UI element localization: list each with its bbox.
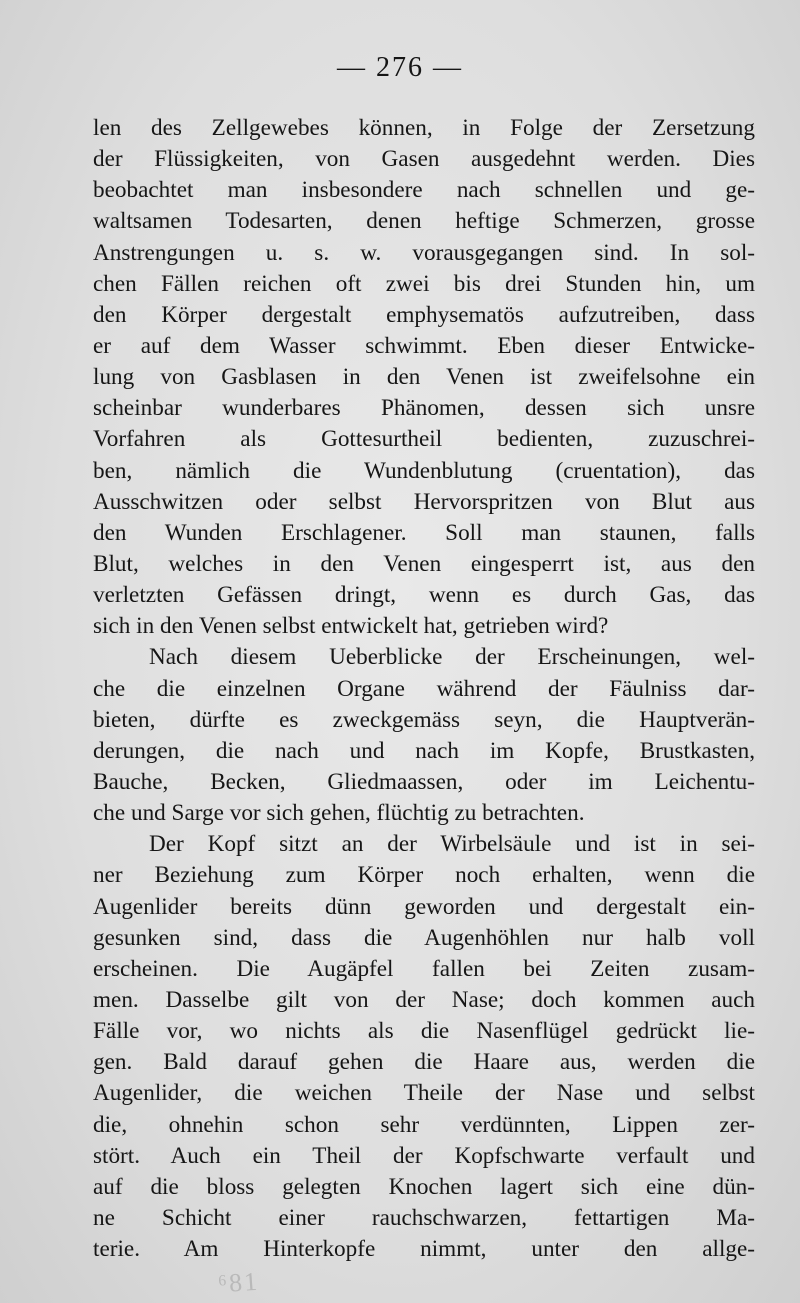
text-line: che und Sarge vor sich gehen, flüchtig zu betrachten. xyxy=(93,800,585,827)
text-line: Augenlider bereits dünn geworden und dergestalt ein- xyxy=(93,893,755,920)
text-line: beobachtet man insbesondere nach schnellen und ge- xyxy=(93,177,755,204)
text-line: men. Dasselbe gilt von der Nase; doch kommen auch xyxy=(93,986,755,1013)
text-line: scheinbar wunderbares Phänomen, dessen sich unsre xyxy=(93,395,755,422)
text-line: Nach diesem Ueberblicke der Erscheinungen, wel- xyxy=(149,644,755,671)
text-line: den Wunden Erschlagener. Soll man staunen, falls xyxy=(93,519,755,546)
text-line: erscheinen. Die Augäpfel fallen bei Zeiten zusam- xyxy=(93,955,755,982)
text-line: Anstrengungen u. s. w. vorausgegangen sind. In sol- xyxy=(93,239,755,266)
text-line: stört. Auch ein Theil der Kopfschwarte verfault und xyxy=(93,1142,755,1169)
text-line: lung von Gasblasen in den Venen ist zweifelsohne ein xyxy=(93,364,755,391)
text-line: gen. Bald darauf gehen die Haare aus, werden die xyxy=(93,1049,755,1076)
text-line: die, ohnehin schon sehr verdünnten, Lippen zer- xyxy=(93,1111,755,1138)
faded-stamp: ⁶81 xyxy=(217,1266,261,1299)
text-line: ben, nämlich die Wundenblutung (cruentation), das xyxy=(93,457,755,484)
text-line: sich in den Venen selbst entwickelt hat, getrieben wird? xyxy=(93,613,609,640)
text-line: Fälle vor, wo nichts als die Nasenflügel gedrückt lie- xyxy=(93,1018,755,1045)
text-line: derungen, die nach und nach im Kopfe, Brustkasten, xyxy=(93,737,755,764)
text-line: ne Schicht einer rauchschwarzen, fettartigen Ma- xyxy=(93,1204,755,1231)
text-line: er auf dem Wasser schwimmt. Eben dieser Entwicke- xyxy=(93,332,755,359)
text-line: Ausschwitzen oder selbst Hervorspritzen von Blut aus xyxy=(93,488,755,515)
text-line: den Körper dergestalt emphysematös aufzutreiben, dass xyxy=(93,301,755,328)
text-line: Vorfahren als Gottesurtheil bedienten, zuzuschrei- xyxy=(93,426,755,453)
page-number: — 276 — xyxy=(337,52,463,83)
text-line: verletzten Gefässen dringt, wenn es durch Gas, das xyxy=(93,582,755,609)
text-line: Der Kopf sitzt an der Wirbelsäule und ist in sei- xyxy=(149,831,755,858)
body-text xyxy=(93,113,755,1265)
text-line: auf die bloss gelegten Knochen lagert sich eine dün- xyxy=(93,1173,755,1200)
text-line: der Flüssigkeiten, von Gasen ausgedehnt werden. Dies xyxy=(93,146,755,173)
text-line: chen Fällen reichen oft zwei bis drei Stunden hin, um xyxy=(93,270,755,297)
text-line: bieten, dürfte es zweckgemäss seyn, die Hauptverän- xyxy=(93,706,755,733)
text-line: che die einzelnen Organe während der Fäulniss dar- xyxy=(93,675,755,702)
text-line: Augenlider, die weichen Theile der Nase und selbst xyxy=(93,1080,755,1107)
text-line: Bauche, Becken, Gliedmaassen, oder im Leichentu- xyxy=(93,768,755,795)
text-line: Blut, welches in den Venen eingesperrt ist, aus den xyxy=(93,550,755,577)
text-line: gesunken sind, dass die Augenhöhlen nur halb voll xyxy=(93,924,755,951)
text-line: ner Beziehung zum Körper noch erhalten, wenn die xyxy=(93,862,755,889)
text-line: waltsamen Todesarten, denen heftige Schmerzen, grosse xyxy=(93,208,755,235)
text-line: len des Zellgewebes können, in Folge der Zersetzung xyxy=(93,115,755,141)
text-line: terie. Am Hinterkopfe nimmt, unter den allge- xyxy=(93,1236,755,1263)
